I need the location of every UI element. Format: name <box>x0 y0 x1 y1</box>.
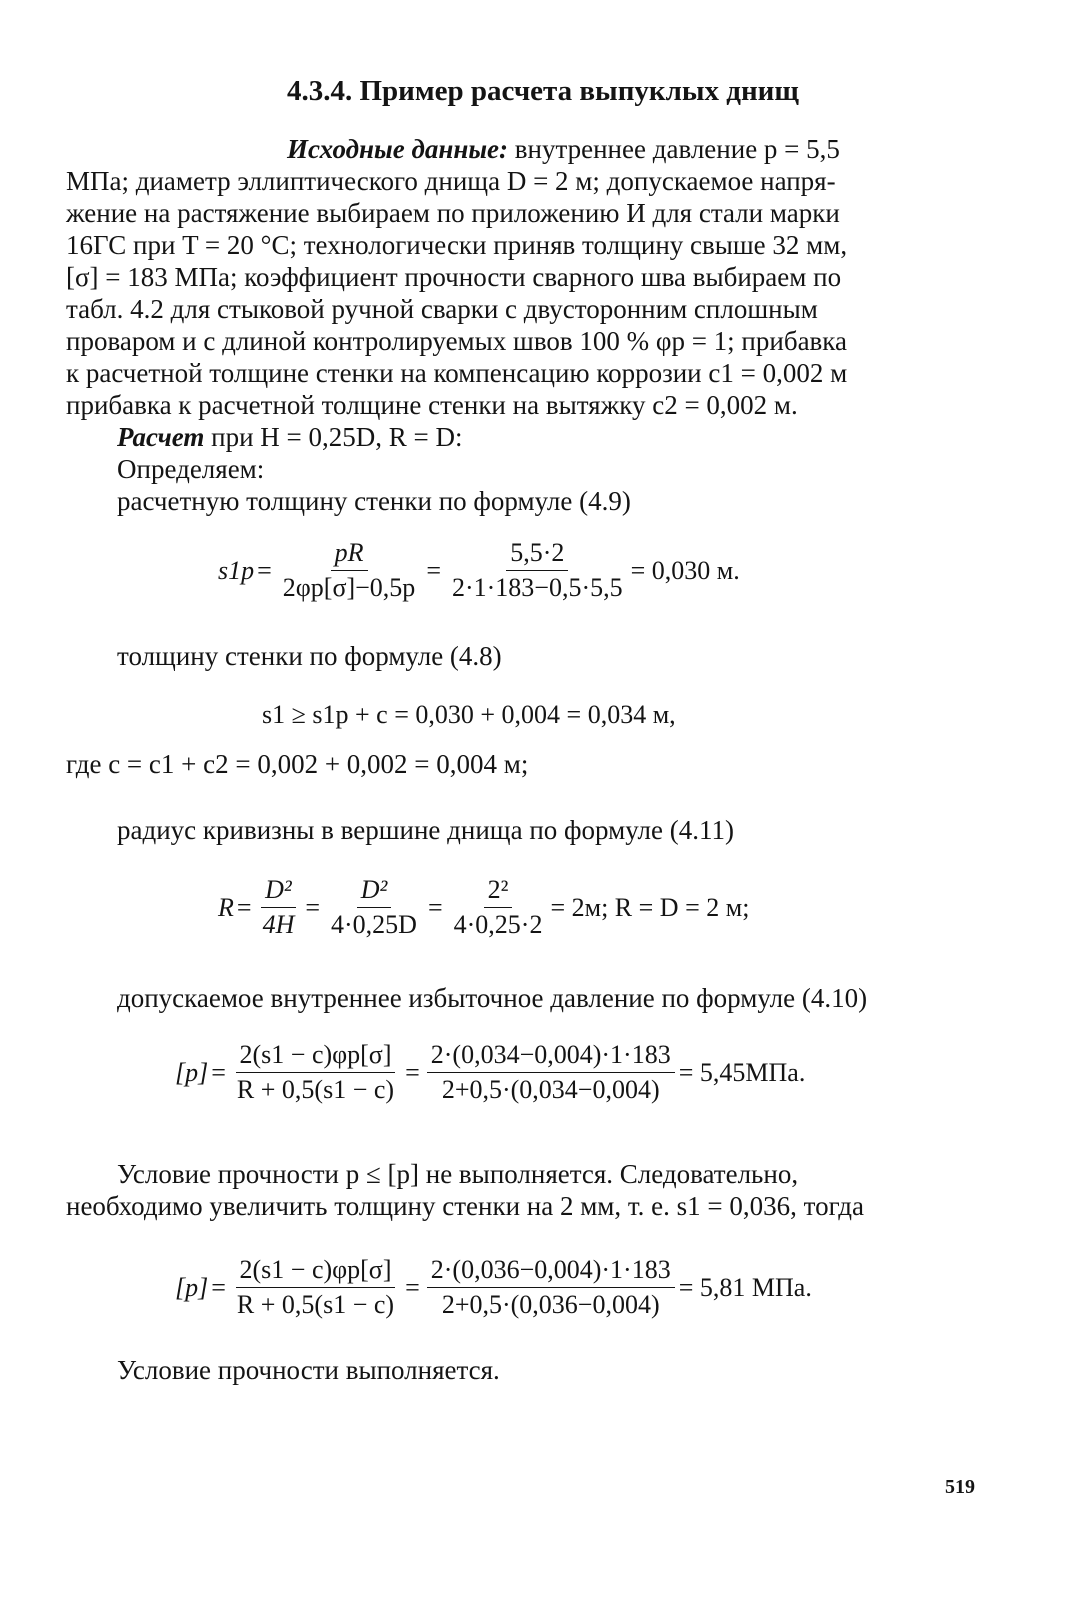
formula-s1p-den-2: 2·1·183−0,5·5,5 <box>451 573 623 602</box>
intro-line-2: МПа; диаметр эллиптического днища D = 2 м; допускаемое напря- <box>66 166 836 196</box>
intro-line-1 <box>287 133 973 165</box>
formula-p-2-num-1: 2(s1 − c)φp[σ] <box>236 1255 396 1288</box>
formula-p-1-den-1: R + 0,5(s1 − c) <box>236 1075 395 1104</box>
cond-line-2: необходимо увеличить толщину стенки на 2 мм, т. е. s1 = 0,036, тогда <box>66 1191 865 1221</box>
formula-s1p-frac-2 <box>448 538 627 603</box>
formula-p-2-result: = 5,81 МПа. <box>678 1272 812 1302</box>
formula-p-2-den-1: R + 0,5(s1 − c) <box>236 1290 395 1319</box>
formula-p-1: [p] = $\frac{2(s1 - c)\varphi p[\sigma]}{R + 0,5(s1 - c)}$ = $\frac{2\cdot(0,034-0,004)\cdot 1\cdot 183}{2+0,5\cdot(0,034-0,004)}$ = 5,45МПа. <box>175 1040 806 1104</box>
formula-s1p-lhs: s1p <box>218 555 255 585</box>
formula-R: R = $\frac{\text{D²}}{4H}$ = $\frac{\text{D²}}{4\cdot 0,25D}$ = $\frac{\text{2²}}{4\cdot 0,25\cdot 2}$ = 2м; R = D = 2 м; <box>218 875 750 939</box>
formula-R-num-1: D² <box>261 875 296 908</box>
R-intro: радиус кривизны в вершине днища по формуле (4.11) <box>117 815 734 845</box>
formula-R-den-2: 4·0,25D <box>331 910 417 939</box>
formula-p-2: [p] = $\frac{2(s1 - c)\varphi p[\sigma]}{R + 0,5(s1 - c)}$ = $\frac{2\cdot(0,036-0,004)\cdot 1\cdot 183}{2+0,5\cdot(0,036-0,004)}$ = 5,81 МПа. <box>175 1255 812 1319</box>
formula-p-1-frac-2 <box>427 1040 675 1105</box>
formula-s1p-num-2: 5,5·2 <box>506 538 568 571</box>
formula-R-frac-3 <box>450 875 547 940</box>
formula-p-1-result: = 5,45МПа. <box>678 1057 806 1087</box>
formula-s1p-num-1: pR <box>331 538 368 571</box>
section-title: 4.3.4. Пример расчета выпуклых днищ <box>287 75 799 107</box>
formula-s1p-den-1: 2φp[σ]−0,5p <box>282 573 416 602</box>
formula-s1 <box>262 700 676 730</box>
intro-lead-label: Исходные данные: <box>287 134 509 164</box>
calc-heading <box>117 421 463 453</box>
intro-line-5: [σ] = 183 МПа; коэффициент прочности сварного шва выбираем по <box>66 262 842 292</box>
intro-line-4: 16ГС при T = 20 °С; технологически приняв толщину свыше 32 мм, <box>66 230 848 260</box>
intro-line-6: табл. 4.2 для стыковой ручной сварки с двусторонним сплошным <box>66 294 818 324</box>
conclusion: Условие прочности выполняется. <box>117 1355 500 1385</box>
intro-line-1-text: внутреннее давление p = 5,5 <box>514 134 840 164</box>
formula-p-1-num-1: 2(s1 − c)φp[σ] <box>236 1040 396 1073</box>
formula-p-2-frac-1 <box>233 1255 398 1320</box>
formula-p-1-lhs: [p] <box>175 1057 209 1087</box>
formula-p-2-den-2: 2+0,5·(0,036−0,004) <box>441 1290 660 1319</box>
formula-R-frac-2 <box>327 875 421 940</box>
formula-R-lhs: R <box>218 892 234 922</box>
page-number: 519 <box>945 1476 975 1498</box>
where-line: где c = c1 + c2 = 0,002 + 0,002 = 0,004 м; <box>66 749 529 779</box>
intro-line-8: к расчетной толщине стенки на компенсацию коррозии c1 = 0,002 м <box>66 358 848 388</box>
formula-R-num-3: 2² <box>484 875 513 908</box>
formula-p-1-frac-1 <box>233 1040 398 1105</box>
calc-condition: при H = 0,25D, R = D: <box>211 422 463 452</box>
formula-R-result: = 2м; R = D = 2 м; <box>550 892 750 922</box>
intro-line-7: проваром и с длиной контролируемых швов 100 % φp = 1; прибавка <box>66 326 847 356</box>
p-intro: допускаемое внутреннее избыточное давление по формуле (4.10) <box>117 983 868 1013</box>
formula-p-1-den-2: 2+0,5·(0,034−0,004) <box>441 1075 660 1104</box>
calc-label: Расчет <box>117 422 205 452</box>
formula-s1p: s1p = $\frac{pR}{2\varphi p[\sigma]-0,5p}$ = $\frac{5,5\cdot 2}{2\cdot 1\cdot 183-0,5\cdot 5,5}$ = 0,030 м. <box>218 538 740 602</box>
formula-p-2-frac-2 <box>427 1255 675 1320</box>
formula-R-frac-1 <box>259 875 299 940</box>
s1-intro: толщину стенки по формуле (4.8) <box>117 641 502 671</box>
formula-R-den-3: 4·0,25·2 <box>453 910 543 939</box>
formula-s1-text: s1 ≥ s1p + c = 0,030 + 0,004 = 0,034 м, <box>262 700 676 729</box>
formula-R-num-2: D² <box>357 875 392 908</box>
formula-p-2-lhs: [p] <box>175 1272 209 1302</box>
s1p-intro: расчетную толщину стенки по формуле (4.9) <box>117 486 631 516</box>
cond-line-1: Условие прочности p ≤ [p] не выполняется. Следовательно, <box>117 1159 799 1189</box>
determine-label: Определяем: <box>117 454 265 484</box>
formula-s1p-result: = 0,030 м. <box>630 555 740 585</box>
intro-line-3: жение на растяжение выбираем по приложению И для стали марки <box>66 198 840 228</box>
formula-R-den-1: 4H <box>262 910 295 939</box>
intro-line-9: прибавка к расчетной толщине стенки на вытяжку c2 = 0,002 м. <box>66 390 798 420</box>
formula-p-1-num-2: 2·(0,034−0,004)·1·183 <box>427 1040 675 1073</box>
formula-p-2-num-2: 2·(0,036−0,004)·1·183 <box>427 1255 675 1288</box>
formula-s1p-frac-1 <box>279 538 420 603</box>
